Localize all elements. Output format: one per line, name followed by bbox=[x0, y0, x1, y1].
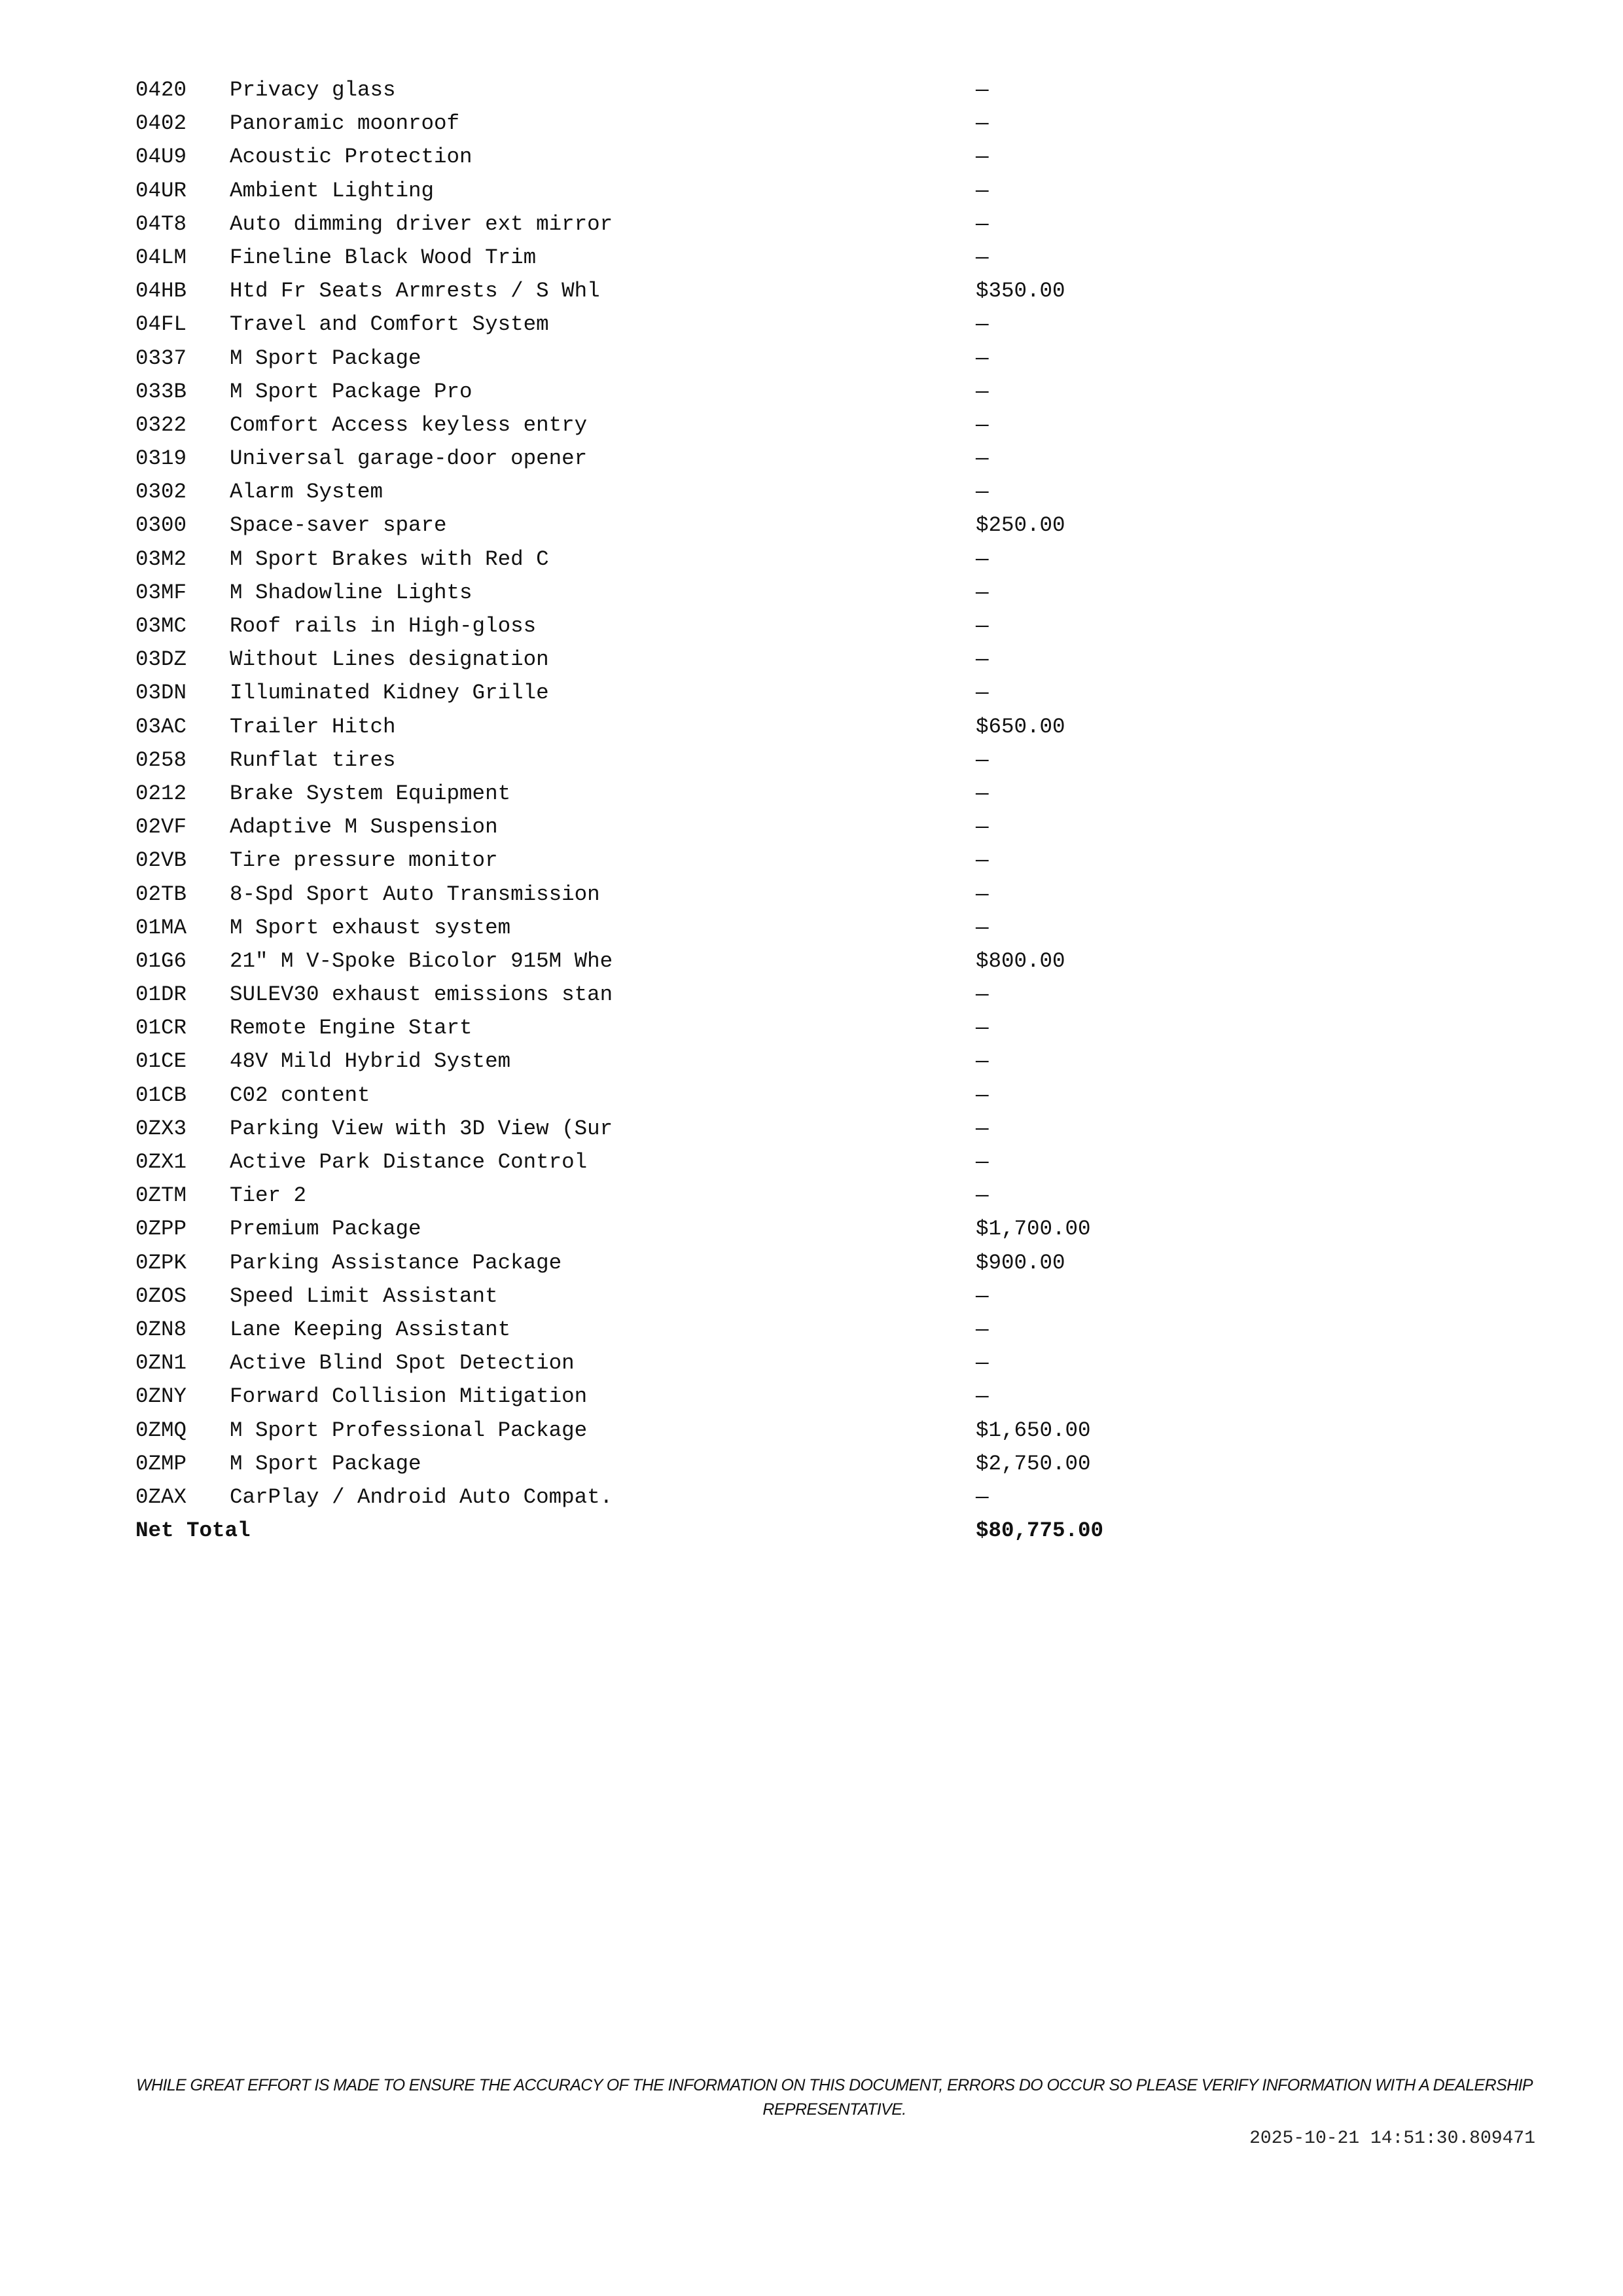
option-row bbox=[135, 978, 1183, 1011]
option-description: Universal garage-door opener bbox=[230, 446, 588, 471]
option-code: 0322 bbox=[135, 412, 187, 437]
option-price: — bbox=[976, 111, 989, 136]
option-price: — bbox=[976, 379, 989, 404]
option-price: — bbox=[976, 781, 989, 806]
option-code: 0ZN1 bbox=[135, 1351, 187, 1376]
option-price: — bbox=[976, 681, 989, 706]
option-code: 01MA bbox=[135, 915, 187, 940]
option-price: — bbox=[976, 1183, 989, 1208]
option-code: 0ZMQ bbox=[135, 1418, 187, 1443]
option-code: 03DZ bbox=[135, 647, 187, 672]
option-code: 04U9 bbox=[135, 145, 187, 170]
options-table bbox=[135, 73, 1183, 1547]
option-row bbox=[135, 810, 1183, 844]
option-row bbox=[135, 442, 1183, 475]
option-row bbox=[135, 1212, 1183, 1246]
option-code: 033B bbox=[135, 379, 187, 404]
option-description: Active Park Distance Control bbox=[230, 1150, 588, 1174]
option-row bbox=[135, 1480, 1183, 1514]
option-price: $900.00 bbox=[976, 1250, 1065, 1275]
option-row bbox=[135, 342, 1183, 375]
option-code: 0ZNY bbox=[135, 1384, 187, 1409]
net-total-row bbox=[135, 1514, 1183, 1547]
option-code: 04FL bbox=[135, 312, 187, 337]
option-row bbox=[135, 643, 1183, 676]
option-price: — bbox=[976, 1016, 989, 1041]
option-price: — bbox=[976, 882, 989, 906]
option-code: 03AC bbox=[135, 714, 187, 739]
option-price: — bbox=[976, 145, 989, 170]
option-row bbox=[135, 1380, 1183, 1413]
option-row bbox=[135, 509, 1183, 542]
option-price: — bbox=[976, 1283, 989, 1308]
option-row bbox=[135, 911, 1183, 944]
option-row bbox=[135, 844, 1183, 877]
option-description: Adaptive M Suspension bbox=[230, 815, 498, 840]
option-row bbox=[135, 107, 1183, 140]
option-row bbox=[135, 1112, 1183, 1145]
option-row bbox=[135, 944, 1183, 978]
option-code: 0319 bbox=[135, 446, 187, 471]
option-row bbox=[135, 1280, 1183, 1313]
option-description: Illuminated Kidney Grille bbox=[230, 681, 549, 706]
option-price: — bbox=[976, 412, 989, 437]
option-row bbox=[135, 73, 1183, 107]
option-code: 03MF bbox=[135, 580, 187, 605]
option-description: Remote Engine Start bbox=[230, 1016, 473, 1041]
option-description: Fineline Black Wood Trim bbox=[230, 245, 537, 270]
option-price: — bbox=[976, 1116, 989, 1141]
option-price: $1,700.00 bbox=[976, 1217, 1091, 1242]
option-description: M Sport exhaust system bbox=[230, 915, 511, 940]
option-price: — bbox=[976, 1317, 989, 1342]
option-code: 01CE bbox=[135, 1049, 187, 1074]
option-row bbox=[135, 174, 1183, 207]
option-description: SULEV30 exhaust emissions stan bbox=[230, 982, 613, 1007]
option-description: M Sport Professional Package bbox=[230, 1418, 588, 1443]
option-price: $800.00 bbox=[976, 948, 1065, 973]
option-description: M Sport Package bbox=[230, 1451, 421, 1476]
option-description: Premium Package bbox=[230, 1217, 421, 1242]
option-description: Forward Collision Mitigation bbox=[230, 1384, 588, 1409]
option-price: — bbox=[976, 178, 989, 203]
option-description: Without Lines designation bbox=[230, 647, 549, 672]
option-code: 0402 bbox=[135, 111, 187, 136]
option-row bbox=[135, 1447, 1183, 1480]
option-price: — bbox=[976, 480, 989, 505]
disclaimer-text: WHILE GREAT EFFORT IS MADE TO ENSURE THE ACCURACY OF THE INFORMATION ON THIS DOCUMENT, ERRORS DO OCCUR SO PLEASE VERIFY INFORMATION WITH A DEALERSHIP REPRESENTATIVE. bbox=[136, 2076, 1533, 2119]
option-code: 0212 bbox=[135, 781, 187, 806]
option-price: — bbox=[976, 346, 989, 370]
option-row bbox=[135, 475, 1183, 509]
option-code: 0337 bbox=[135, 346, 187, 370]
option-code: 0ZMP bbox=[135, 1451, 187, 1476]
option-code: 0420 bbox=[135, 78, 187, 102]
option-code: 0ZAX bbox=[135, 1484, 187, 1509]
option-price: — bbox=[976, 1150, 989, 1174]
option-price: — bbox=[976, 848, 989, 873]
option-code: 04LM bbox=[135, 245, 187, 270]
option-row bbox=[135, 878, 1183, 911]
option-description: Privacy glass bbox=[230, 78, 396, 102]
option-description: 8-Spd Sport Auto Transmission bbox=[230, 882, 600, 906]
option-price: — bbox=[976, 446, 989, 471]
option-description: Ambient Lighting bbox=[230, 178, 435, 203]
option-description: Runflat tires bbox=[230, 747, 396, 772]
option-price: — bbox=[976, 1083, 989, 1107]
option-price: — bbox=[976, 1351, 989, 1376]
option-code: 01DR bbox=[135, 982, 187, 1007]
option-code: 02VB bbox=[135, 848, 187, 873]
option-row bbox=[135, 1179, 1183, 1212]
option-price: $2,750.00 bbox=[976, 1451, 1091, 1476]
option-code: 04HB bbox=[135, 279, 187, 304]
option-code: 01CR bbox=[135, 1016, 187, 1041]
option-code: 02VF bbox=[135, 815, 187, 840]
option-price: — bbox=[976, 982, 989, 1007]
option-description: Panoramic moonroof bbox=[230, 111, 460, 136]
option-row bbox=[135, 744, 1183, 777]
option-code: 03MC bbox=[135, 614, 187, 638]
option-code: 0300 bbox=[135, 513, 187, 538]
option-code: 0ZPK bbox=[135, 1250, 187, 1275]
option-price: — bbox=[976, 580, 989, 605]
option-code: 0258 bbox=[135, 747, 187, 772]
net-total-value: $80,775.00 bbox=[976, 1518, 1104, 1543]
option-price: — bbox=[976, 614, 989, 638]
option-code: 02TB bbox=[135, 882, 187, 906]
option-code: 04UR bbox=[135, 178, 187, 203]
option-description: 48V Mild Hybrid System bbox=[230, 1049, 511, 1074]
option-price: — bbox=[976, 312, 989, 337]
option-description: M Shadowline Lights bbox=[230, 580, 473, 605]
option-description: Space-saver spare bbox=[230, 513, 447, 538]
option-row bbox=[135, 140, 1183, 173]
options-rows bbox=[135, 73, 1183, 1514]
option-code: 01G6 bbox=[135, 948, 187, 973]
option-row bbox=[135, 1346, 1183, 1380]
option-description: Lane Keeping Assistant bbox=[230, 1317, 511, 1342]
option-description: Tire pressure monitor bbox=[230, 848, 498, 873]
option-description: M Sport Package bbox=[230, 346, 421, 370]
option-row bbox=[135, 207, 1183, 241]
option-description: Parking Assistance Package bbox=[230, 1250, 562, 1275]
option-code: 04T8 bbox=[135, 211, 187, 236]
option-description: 21" M V-Spoke Bicolor 915M Whe bbox=[230, 948, 613, 973]
option-description: Auto dimming driver ext mirror bbox=[230, 211, 613, 236]
option-code: 0ZTM bbox=[135, 1183, 187, 1208]
option-price: — bbox=[976, 1484, 989, 1509]
option-row bbox=[135, 241, 1183, 274]
option-description: C02 content bbox=[230, 1083, 370, 1107]
option-code: 03DN bbox=[135, 681, 187, 706]
net-total-label: Net Total bbox=[135, 1518, 251, 1543]
option-price: — bbox=[976, 547, 989, 571]
option-price: — bbox=[976, 647, 989, 672]
option-price: — bbox=[976, 211, 989, 236]
option-description: Speed Limit Assistant bbox=[230, 1283, 498, 1308]
option-row bbox=[135, 1145, 1183, 1179]
option-price: — bbox=[976, 1384, 989, 1409]
option-row bbox=[135, 1246, 1183, 1280]
option-price: $250.00 bbox=[976, 513, 1065, 538]
option-description: Tier 2 bbox=[230, 1183, 307, 1208]
option-price: $1,650.00 bbox=[976, 1418, 1091, 1443]
option-price: — bbox=[976, 915, 989, 940]
option-code: 0ZX1 bbox=[135, 1150, 187, 1174]
option-description: Active Blind Spot Detection bbox=[230, 1351, 575, 1376]
option-row bbox=[135, 1079, 1183, 1112]
option-price: — bbox=[976, 1049, 989, 1074]
option-row bbox=[135, 576, 1183, 609]
option-description: Trailer Hitch bbox=[230, 714, 396, 739]
option-description: Parking View with 3D View (Sur bbox=[230, 1116, 613, 1141]
option-row bbox=[135, 1011, 1183, 1045]
option-description: Brake System Equipment bbox=[230, 781, 511, 806]
option-row bbox=[135, 308, 1183, 341]
option-price: $350.00 bbox=[976, 279, 1065, 304]
option-description: Travel and Comfort System bbox=[230, 312, 549, 337]
option-price: — bbox=[976, 78, 989, 102]
option-code: 0ZX3 bbox=[135, 1116, 187, 1141]
option-row bbox=[135, 274, 1183, 308]
option-description: Roof rails in High-gloss bbox=[230, 614, 537, 638]
option-price: $650.00 bbox=[976, 714, 1065, 739]
option-code: 0ZOS bbox=[135, 1283, 187, 1308]
option-description: Comfort Access keyless entry bbox=[230, 412, 588, 437]
option-row bbox=[135, 1414, 1183, 1447]
option-price: — bbox=[976, 747, 989, 772]
option-code: 03M2 bbox=[135, 547, 187, 571]
option-row bbox=[135, 777, 1183, 810]
option-row bbox=[135, 1313, 1183, 1346]
option-row bbox=[135, 408, 1183, 442]
option-row bbox=[135, 609, 1183, 643]
option-code: 0ZN8 bbox=[135, 1317, 187, 1342]
option-code: 0302 bbox=[135, 480, 187, 505]
option-price: — bbox=[976, 245, 989, 270]
option-description: M Sport Package Pro bbox=[230, 379, 473, 404]
option-code: 01CB bbox=[135, 1083, 187, 1107]
generated-timestamp: 2025-10-21 14:51:30.809471 bbox=[1249, 2128, 1535, 2149]
option-description: CarPlay / Android Auto Compat. bbox=[230, 1484, 613, 1509]
option-price: — bbox=[976, 815, 989, 840]
option-description: M Sport Brakes with Red C bbox=[230, 547, 549, 571]
option-code: 0ZPP bbox=[135, 1217, 187, 1242]
option-row bbox=[135, 676, 1183, 709]
option-description: Htd Fr Seats Armrests / S Whl bbox=[230, 279, 600, 304]
option-row bbox=[135, 710, 1183, 744]
option-row bbox=[135, 1045, 1183, 1078]
option-row bbox=[135, 543, 1183, 576]
option-description: Alarm System bbox=[230, 480, 383, 505]
option-row bbox=[135, 375, 1183, 408]
option-description: Acoustic Protection bbox=[230, 145, 473, 170]
